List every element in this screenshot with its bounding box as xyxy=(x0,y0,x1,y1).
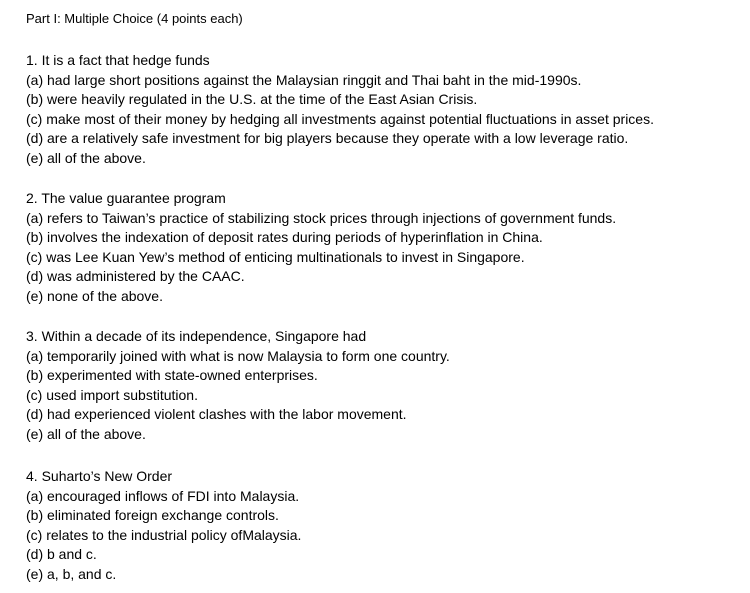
answer-option-a: (a) had large short positions against the Malaysian ringgit and Thai baht in the mid-1990s. xyxy=(26,71,582,88)
answer-option-c: (c) was Lee Kuan Yew’s method of enticing multinationals to invest in Singapore. xyxy=(26,248,525,265)
answer-option-e: (e) all of the above. xyxy=(26,149,146,166)
answer-option-b: (b) experimented with state-owned enterprises. xyxy=(26,367,318,383)
answer-option-b: (b) eliminated foreign exchange controls. xyxy=(26,507,279,523)
question-4 xyxy=(26,467,301,584)
answer-option-e: (e) none of the above. xyxy=(26,287,163,304)
answer-option-d: (d) b and c. xyxy=(26,546,97,562)
question-stem: 3. Within a decade of its independence, Singapore had xyxy=(26,328,367,344)
answer-option-a: (a) refers to Taiwan’s practice of stabilizing stock prices through injections of government funds. xyxy=(26,209,617,226)
answer-option-d: (d) was administered by the CAAC. xyxy=(26,268,245,284)
answer-option-d: (d) are a relatively safe investment for big players because they operate with a low leverage ratio. xyxy=(26,130,629,146)
answer-option-b: (b) were heavily regulated in the U.S. at the time of the East Asian Crisis. xyxy=(26,91,478,107)
question-2 xyxy=(26,189,616,306)
answer-option-e: (e) a, b, and c. xyxy=(26,565,117,582)
question-3 xyxy=(26,327,450,444)
question-1 xyxy=(26,51,654,168)
question-stem: 2. The value guarantee program xyxy=(26,190,226,206)
answer-option-c: (c) relates to the industrial policy ofMalaysia. xyxy=(26,526,302,543)
part-title: Part I: Multiple Choice (4 points each) xyxy=(26,11,243,26)
answer-option-a: (a) encouraged inflows of FDI into Malaysia. xyxy=(26,487,300,504)
answer-option-a: (a) temporarily joined with what is now Malaysia to form one country. xyxy=(26,347,450,364)
question-stem: 4. Suharto’s New Order xyxy=(26,468,173,484)
answer-option-b: (b) involves the indexation of deposit rates during periods of hyperinflation in China. xyxy=(26,229,543,245)
answer-option-c: (c) used import substitution. xyxy=(26,386,198,403)
answer-option-c: (c) make most of their money by hedging all investments against potential fluctuations in asset prices. xyxy=(26,110,654,127)
answer-option-e: (e) all of the above. xyxy=(26,425,146,442)
answer-option-d: (d) had experienced violent clashes with the labor movement. xyxy=(26,406,407,422)
question-stem: 1. It is a fact that hedge funds xyxy=(26,52,210,68)
